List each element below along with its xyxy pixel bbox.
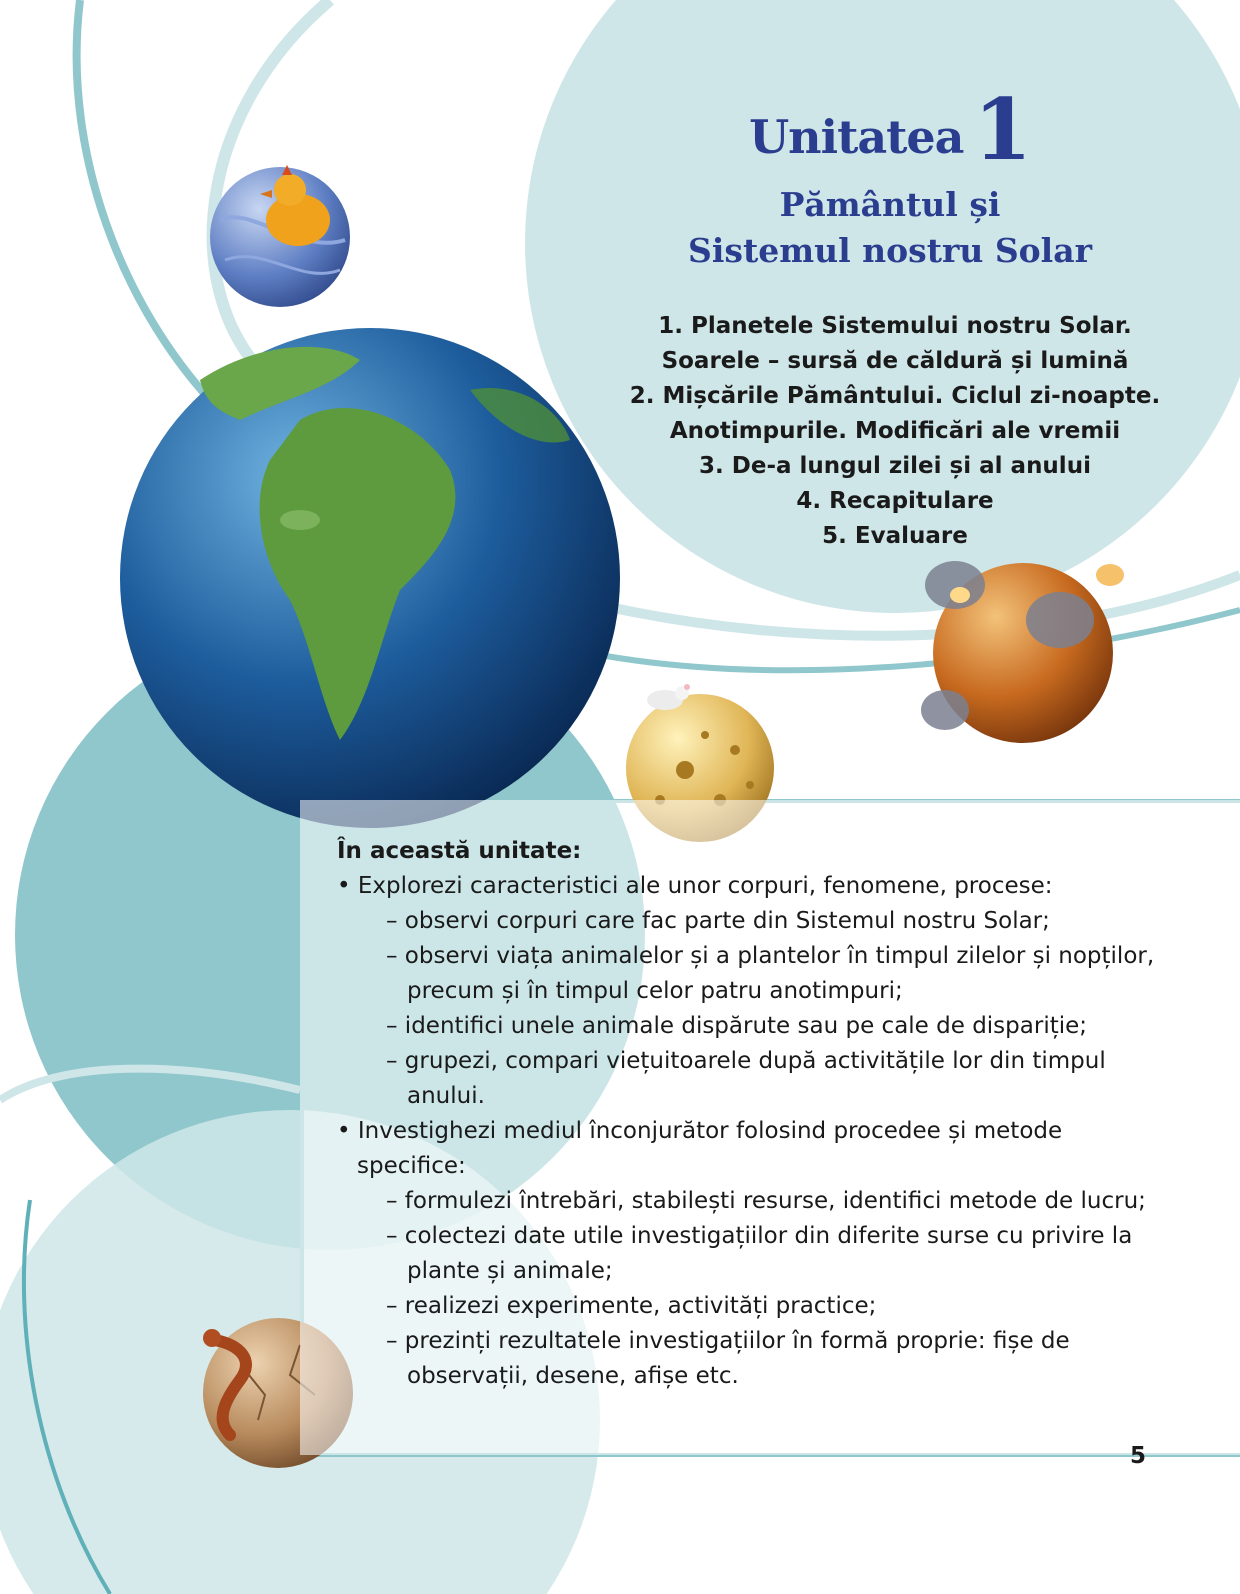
- blue-planet-duck-illustration: [210, 165, 350, 307]
- lesson-line: 3. De-a lungul zilei și al anului: [699, 453, 1091, 479]
- lessons-list: [620, 309, 1170, 554]
- objective-sub-item: – colectezi date utile investigațiilor din diferite surse cu privire la plante și animale;: [386, 1223, 1133, 1284]
- lesson-line: 2. Mișcările Pământului. Ciclul zi-noapte.: [629, 383, 1161, 409]
- earth-globe-illustration: [120, 328, 620, 828]
- unit-subtitle-line2: Sistemul nostru Solar: [688, 231, 1092, 270]
- objective-sub-item: – observi corpuri care fac parte din Sistemul nostru Solar;: [386, 908, 1050, 934]
- objective-sub-item: – realizezi experimente, activități practice;: [386, 1293, 877, 1319]
- lesson-line: 4. Recapitulare: [796, 488, 994, 514]
- objective-sub-item: – prezinți rezultatele investigațiilor în formă proprie: fișe de observații, desene, afișe etc.: [386, 1328, 1070, 1389]
- lesson-line: Soarele – sursă de căldură și lumină: [661, 348, 1129, 374]
- objectives-section: [337, 834, 1157, 1394]
- unit-label: Unitatea: [749, 110, 964, 164]
- lesson-line: 5. Evaluare: [822, 523, 968, 549]
- unit-subtitle-line1: Pământul și: [779, 185, 1001, 224]
- unit-header: [640, 80, 1140, 274]
- orange-planet-explosions-illustration: [921, 561, 1124, 743]
- unit-title: [640, 80, 1140, 182]
- objective-sub-item: – observi viața animalelor și a plantelor în timpul zilelor și nopților, precum și în timpul celor patru anotimpuri;: [386, 943, 1155, 1004]
- lesson-line: 1. Planetele Sistemului nostru Solar.: [658, 313, 1132, 339]
- objective-sub-item: – grupezi, compari viețuitoarele după activitățile lor din timpul anului.: [386, 1048, 1106, 1109]
- objectives-heading: În această unitate:: [337, 838, 582, 864]
- page-number: 5: [1130, 1443, 1147, 1469]
- unit-number: 1: [973, 80, 1031, 179]
- lesson-line: Anotimpurile. Modificări ale vremii: [669, 418, 1121, 444]
- objective-bullet: • Explorezi caracteristici ale unor corpuri, fenomene, procese:: [337, 873, 1053, 899]
- objective-bullet: • Investighezi mediul înconjurător folosind procedee și metode specifice:: [337, 1118, 1063, 1179]
- objective-sub-item: – identifici unele animale dispărute sau pe cale de dispariție;: [386, 1013, 1088, 1039]
- objective-sub-item: – formulezi întrebări, stabilești resurse, identifici metode de lucru;: [386, 1188, 1146, 1214]
